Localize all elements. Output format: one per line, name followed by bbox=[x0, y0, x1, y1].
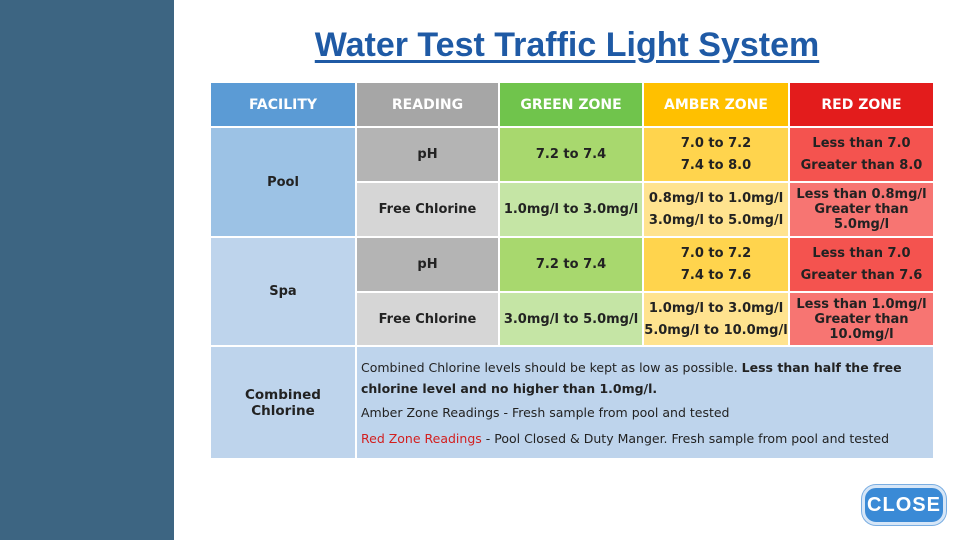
spa-chlorine-amber bbox=[644, 293, 788, 345]
pool-ph-red-low: Less than 7.0 bbox=[812, 135, 911, 151]
spa-ph-green: 7.2 to 7.4 bbox=[500, 238, 642, 291]
pool-ph-reading: pH bbox=[357, 128, 498, 181]
facility-pool: Pool bbox=[211, 128, 355, 236]
pool-ph-amber bbox=[644, 128, 788, 181]
pool-chlorine-green: 1.0mg/l to 3.0mg/l bbox=[500, 183, 642, 236]
pool-ph-amber-low: 7.0 to 7.2 bbox=[680, 135, 752, 151]
spa-ph-red-low: Less than 7.0 bbox=[812, 245, 911, 261]
combined-note-3-red: Red Zone Readings bbox=[361, 431, 482, 446]
spa-ph-red bbox=[790, 238, 933, 291]
header-reading: READING bbox=[357, 83, 498, 126]
spa-chlorine-green: 3.0mg/l to 5.0mg/l bbox=[500, 293, 642, 345]
facility-spa: Spa bbox=[211, 238, 355, 345]
spa-chlorine-amber-low: 1.0mg/l to 3.0mg/l bbox=[648, 300, 784, 316]
pool-chlorine-amber-low: 0.8mg/l to 1.0mg/l bbox=[648, 190, 784, 206]
combined-note-3 bbox=[361, 428, 929, 449]
spa-ph-amber-high: 7.4 to 7.6 bbox=[680, 268, 752, 284]
pool-ph-amber-high: 7.4 to 8.0 bbox=[680, 158, 752, 174]
spa-ph-amber bbox=[644, 238, 788, 291]
pool-chlorine-reading: Free Chlorine bbox=[357, 183, 498, 236]
spa-chlorine-amber-high: 5.0mg/l to 10.0mg/l bbox=[644, 322, 788, 338]
combined-note-1-bold: Less than half the free chlorine level and no higher than 1.0mg/l. bbox=[361, 360, 902, 396]
header-amber-zone: AMBER ZONE bbox=[644, 83, 788, 126]
pool-ph-green: 7.2 to 7.4 bbox=[500, 128, 642, 181]
spa-ph-red-high: Greater than 7.6 bbox=[800, 268, 923, 284]
pool-chlorine-red-high: Greater than 5.0mg/l bbox=[814, 202, 909, 232]
spa-ph-reading: pH bbox=[357, 238, 498, 291]
spa-chlorine-red-low: Less than 1.0mg/l bbox=[796, 297, 927, 312]
header-facility: FACILITY bbox=[211, 83, 355, 126]
page-title: Water Test Traffic Light System bbox=[314, 26, 820, 64]
pool-chlorine-red-low: Less than 0.8mg/l bbox=[796, 187, 927, 202]
header-red-zone: RED ZONE bbox=[790, 83, 933, 126]
combined-chlorine-label: Combined Chlorine bbox=[211, 347, 355, 458]
header-green-zone: GREEN ZONE bbox=[500, 83, 642, 126]
spa-chlorine-red bbox=[790, 293, 933, 345]
combined-note-1-plain: Combined Chlorine levels should be kept as low as possible. bbox=[361, 360, 742, 375]
pool-ph-red bbox=[790, 128, 933, 181]
spa-ph-amber-low: 7.0 to 7.2 bbox=[680, 245, 752, 261]
close-button[interactable]: CLOSE bbox=[862, 485, 946, 525]
left-sidebar-panel bbox=[0, 0, 174, 540]
pool-chlorine-red bbox=[790, 183, 933, 236]
pool-chlorine-amber-high: 3.0mg/l to 5.0mg/l bbox=[648, 213, 784, 229]
spa-chlorine-reading: Free Chlorine bbox=[357, 293, 498, 345]
combined-note-3-rest: - Pool Closed & Duty Manger. Fresh sample from pool and tested bbox=[481, 431, 890, 446]
combined-chlorine-notes bbox=[357, 347, 933, 458]
page-title-container bbox=[174, 26, 960, 65]
combined-note-1 bbox=[361, 357, 929, 399]
pool-ph-red-high: Greater than 8.0 bbox=[800, 158, 923, 174]
traffic-light-table bbox=[211, 83, 933, 458]
pool-chlorine-amber bbox=[644, 183, 788, 236]
combined-note-2: Amber Zone Readings - Fresh sample from pool and tested bbox=[361, 405, 730, 420]
spa-chlorine-red-high: Greater than 10.0mg/l bbox=[814, 312, 909, 342]
